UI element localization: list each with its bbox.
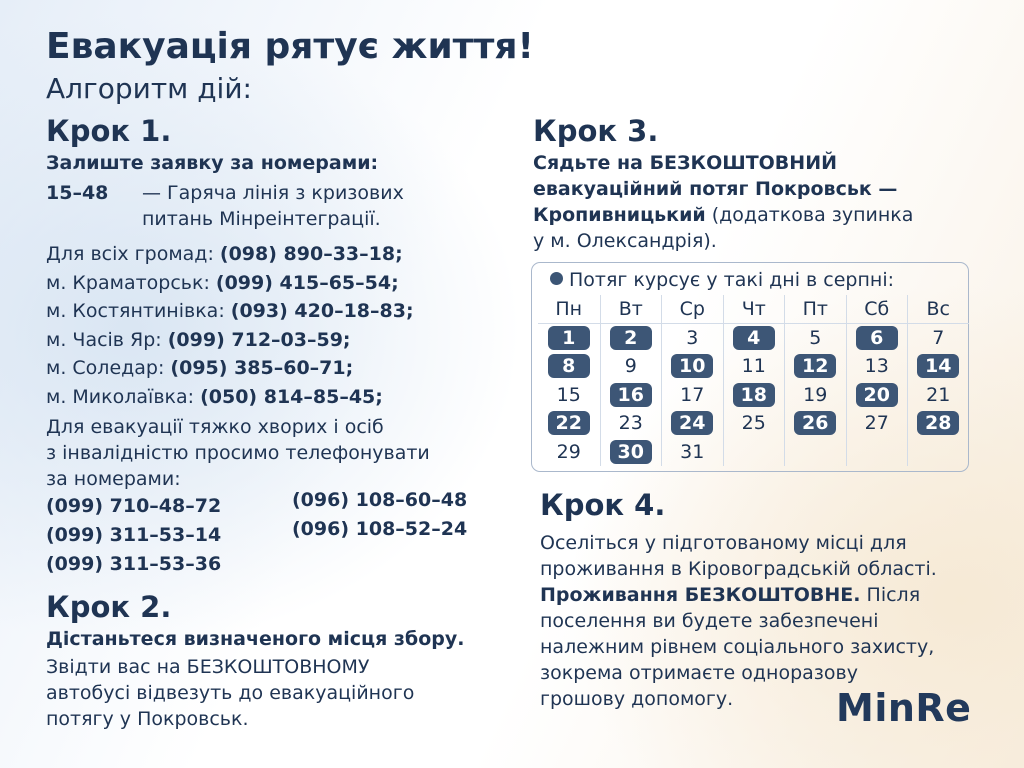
sick-phone: (099) 710–48–72 <box>46 495 222 517</box>
calendar-day: 9 <box>624 355 637 378</box>
sick-evacuation-text <box>46 414 430 492</box>
calendar-cell <box>846 352 908 381</box>
calendar-cell <box>600 409 662 438</box>
step3-body <box>533 150 913 254</box>
calendar-week <box>538 352 969 381</box>
weekday-header: Пн <box>538 295 600 324</box>
train-day-highlighted: 30 <box>610 440 652 464</box>
calendar-cell <box>538 409 600 438</box>
calendar-cell <box>907 438 969 467</box>
calendar-cell <box>846 324 908 353</box>
calendar-cell <box>784 409 846 438</box>
community-phone: (095) 385–60–71; <box>170 357 354 379</box>
train-day-highlighted: 28 <box>917 411 959 435</box>
weekday-header: Чт <box>723 295 785 324</box>
community-phone-row <box>46 383 414 412</box>
calendar-week <box>538 438 969 467</box>
step4-line1: Оселіться у підготованому місці для <box>540 532 907 554</box>
calendar-cell <box>538 324 600 353</box>
sick-phone: (099) 311–53–36 <box>46 553 222 575</box>
community-phone: (093) 420–18–83; <box>230 300 414 322</box>
community-phone: (099) 415–65–54; <box>215 271 399 294</box>
calendar-cell <box>846 409 908 438</box>
calendar-cell <box>661 324 723 353</box>
community-label: м. Костянтинівка: <box>46 300 231 322</box>
community-label: м. Краматорськ: <box>46 271 216 294</box>
community-phone-list <box>46 240 414 411</box>
step3-line4: у м. Олександрія). <box>533 230 717 252</box>
calendar-cell <box>846 381 908 410</box>
train-day-highlighted: 2 <box>610 326 652 350</box>
step1-heading: Крок 1. <box>46 114 172 148</box>
step2-body <box>46 654 414 732</box>
community-phone: (050) 814–85–45; <box>200 385 383 408</box>
sick-phones-right <box>292 486 467 544</box>
step4-body-line: грошову допомогу. <box>540 688 734 710</box>
hotline-desc-line2: питань Мінреінтеграції. <box>142 208 381 230</box>
sick-text-line: за номерами: <box>46 468 181 490</box>
calendar-cell <box>784 438 846 467</box>
calendar-cell <box>907 409 969 438</box>
step4-free-housing: Проживання БЕЗКОШТОВНЕ. <box>540 584 861 606</box>
weekday-header: Сб <box>846 295 908 324</box>
calendar-cell <box>723 381 785 410</box>
calendar-cell <box>600 438 662 467</box>
page-subtitle: Алгоритм дій: <box>46 72 252 105</box>
calendar-cell <box>661 409 723 438</box>
step4-line2: проживання в Кіровоградській області. <box>540 558 937 580</box>
train-day-highlighted: 26 <box>794 411 836 435</box>
sick-text-line: Для евакуації тяжко хворих і осіб <box>46 416 384 438</box>
weekday-header: Вс <box>907 295 969 324</box>
step4-body <box>540 530 937 712</box>
step4-heading: Крок 4. <box>540 488 666 522</box>
train-calendar <box>531 262 969 472</box>
calendar-cell <box>661 352 723 381</box>
train-day-highlighted: 14 <box>917 354 959 378</box>
sick-phone: (096) 108–60–48 <box>292 489 468 511</box>
community-phone-row <box>46 326 414 355</box>
calendar-week <box>538 381 969 410</box>
community-phone: (099) 712–03–59; <box>167 328 351 351</box>
step2-heading: Крок 2. <box>46 590 172 624</box>
step2-body-line: Звідти вас на БЕЗКОШТОВНОМУ <box>46 656 370 678</box>
minre-logo: MinRe <box>836 686 972 730</box>
hotline-block <box>46 180 404 232</box>
sick-phone: (096) 108–52–24 <box>292 518 468 540</box>
calendar-cell <box>661 381 723 410</box>
calendar-day: 5 <box>809 326 822 349</box>
calendar-day: 25 <box>741 412 766 435</box>
community-phone-row <box>46 297 414 326</box>
calendar-day: 23 <box>618 412 643 435</box>
calendar-cell <box>600 381 662 410</box>
community-label: м. Часів Яр: <box>46 328 168 351</box>
train-day-highlighted: 6 <box>856 326 898 350</box>
step4-body-line: поселення ви будете забезпечені <box>540 610 879 632</box>
page-title: Евакуація рятує життя! <box>46 26 534 67</box>
calendar-grid <box>538 295 969 466</box>
calendar-day: 27 <box>864 412 889 435</box>
calendar-week <box>538 324 969 353</box>
calendar-cell <box>538 381 600 410</box>
community-label: Для всіх громад: <box>46 243 220 265</box>
train-day-highlighted: 16 <box>610 383 652 407</box>
calendar-title <box>550 269 894 291</box>
weekday-header: Пт <box>784 295 846 324</box>
calendar-cell <box>907 381 969 410</box>
train-day-highlighted: 10 <box>671 354 713 378</box>
calendar-cell <box>907 324 969 353</box>
calendar-week <box>538 409 969 438</box>
train-day-highlighted: 24 <box>671 411 713 435</box>
calendar-day: 13 <box>864 355 889 378</box>
calendar-day: 15 <box>556 383 581 406</box>
community-phone-row <box>46 354 414 383</box>
calendar-cell <box>600 324 662 353</box>
calendar-cell <box>784 381 846 410</box>
community-phone-row <box>46 269 414 298</box>
community-label: м. Соледар: <box>46 357 171 379</box>
calendar-day: 17 <box>680 383 705 406</box>
hotline-desc-line1: — Гаряча лінія з кризових <box>142 182 404 204</box>
calendar-cell <box>538 438 600 467</box>
calendar-cell <box>723 324 785 353</box>
train-day-highlighted: 18 <box>733 383 775 407</box>
calendar-cell <box>907 352 969 381</box>
calendar-cell <box>538 352 600 381</box>
sick-phones-left <box>46 492 221 579</box>
calendar-cell <box>784 352 846 381</box>
train-day-highlighted: 8 <box>548 354 590 378</box>
calendar-day: 7 <box>932 326 945 349</box>
sick-text-line: з інвалідністю просимо телефонувати <box>46 442 430 464</box>
step4-line3-rest: Після <box>860 584 921 606</box>
calendar-cell <box>661 438 723 467</box>
calendar-title-text: Потяг курсує у такі дні в серпні: <box>569 269 894 291</box>
bullet-dot-icon <box>550 272 563 285</box>
calendar-day: 31 <box>680 440 705 463</box>
calendar-day: 19 <box>803 383 828 406</box>
calendar-cell <box>784 324 846 353</box>
community-phone: (098) 890–33–18; <box>219 243 403 265</box>
step3-line2: евакуаційний потяг Покровськ — <box>533 178 898 200</box>
train-day-highlighted: 22 <box>548 411 590 435</box>
step3-heading: Крок 3. <box>533 114 659 148</box>
step3-line1: Сядьте на БЕЗКОШТОВНИЙ <box>533 152 837 174</box>
calendar-cell <box>723 352 785 381</box>
step1-lead: Залиште заявку за номерами: <box>46 152 379 174</box>
community-phone-row <box>46 240 414 269</box>
calendar-day: 21 <box>926 383 951 406</box>
calendar-cell <box>723 409 785 438</box>
weekday-header: Ср <box>661 295 723 324</box>
hotline-number: 15–48 <box>46 182 109 204</box>
step3-line3-rest: (додаткова зупинка <box>705 204 914 226</box>
train-day-highlighted: 20 <box>856 383 898 407</box>
calendar-day: 11 <box>741 355 766 378</box>
step2-body-line: автобусі відвезуть до евакуаційного <box>46 682 415 704</box>
calendar-day: 3 <box>686 326 699 349</box>
weekday-header: Вт <box>600 295 662 324</box>
step4-body-line: зокрема отримаєте одноразову <box>540 662 858 684</box>
step3-destination: Кропивницький <box>533 204 706 226</box>
train-day-highlighted: 4 <box>733 326 775 350</box>
calendar-day: 29 <box>556 440 581 463</box>
calendar-cell <box>723 438 785 467</box>
calendar-cell <box>846 438 908 467</box>
train-day-highlighted: 12 <box>794 354 836 378</box>
calendar-cell <box>600 352 662 381</box>
step2-lead: Дістаньтеся визначеного місця збору. <box>46 628 465 650</box>
step2-body-line: потягу у Покровськ. <box>46 708 249 730</box>
train-day-highlighted: 1 <box>548 326 590 350</box>
step4-body-line: належним рівнем соціального захисту, <box>540 636 935 658</box>
community-label: м. Миколаївка: <box>46 385 201 408</box>
sick-phone: (099) 311–53–14 <box>46 524 222 546</box>
